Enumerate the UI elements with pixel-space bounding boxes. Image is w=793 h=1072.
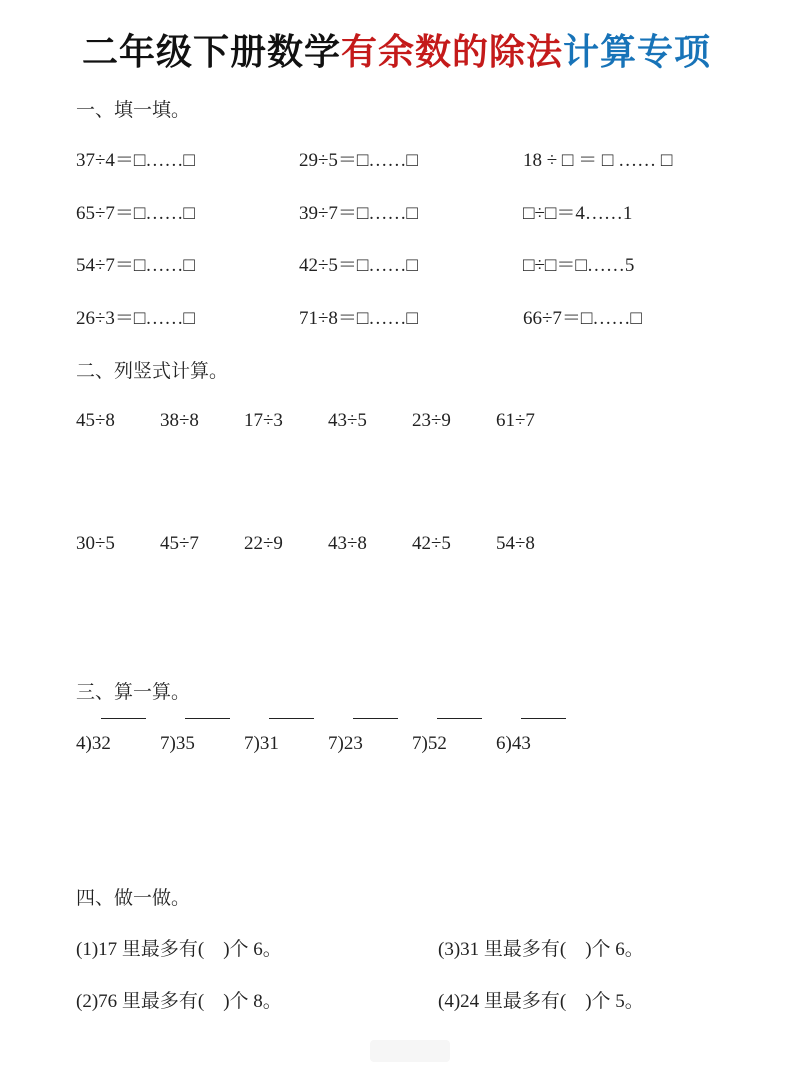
footer-watermark	[370, 1040, 450, 1062]
section1-row	[0, 253, 793, 283]
divisor: 4	[76, 733, 86, 754]
word-problem: (2)76 里最多有( )个 8。	[76, 991, 282, 1012]
divisor: 7	[412, 733, 422, 754]
long-division-problem	[328, 731, 363, 757]
vertical-calc-problem: 23÷9	[412, 410, 451, 431]
title-part-type: 计算专项	[563, 32, 712, 73]
division-bar	[353, 718, 398, 719]
section1-row	[0, 306, 793, 336]
section1-row	[0, 148, 793, 178]
word-problem: (1)17 里最多有( )个 6。	[76, 939, 282, 960]
vertical-calc-problem: 45÷7	[160, 533, 199, 554]
long-division-problem	[244, 731, 279, 757]
dividend: 23	[343, 733, 363, 754]
dividend: 52	[427, 733, 447, 754]
long-division-problem	[496, 731, 531, 757]
division-bar	[269, 718, 314, 719]
vertical-calc-problem: 61÷7	[496, 410, 535, 431]
vertical-calc-problem: 43÷8	[328, 533, 367, 554]
divisor: 7	[328, 733, 338, 754]
vertical-calc-problem: 54÷8	[496, 533, 535, 554]
fill-blank-problem: 65÷7＝□……□	[76, 203, 195, 224]
division-bar	[437, 718, 482, 719]
division-bar	[101, 718, 146, 719]
word-problem: (3)31 里最多有( )个 6。	[438, 939, 644, 960]
title-part-topic: 有余数的除法	[340, 32, 563, 73]
fill-blank-problem: □÷□＝□……5	[523, 255, 635, 276]
division-bar	[185, 718, 230, 719]
division-bracket: )	[337, 733, 344, 754]
dividend: 43	[511, 733, 531, 754]
word-problem: (4)24 里最多有( )个 5。	[438, 991, 644, 1012]
vertical-calc-problem: 17÷3	[244, 410, 283, 431]
division-bracket: )	[505, 733, 512, 754]
page-title	[0, 28, 793, 78]
vertical-calc-problem: 30÷5	[76, 533, 115, 554]
section1-heading: 一、填一填。	[76, 99, 191, 121]
title-part-grade: 二年级下册数学	[81, 32, 341, 73]
division-bracket: )	[253, 733, 260, 754]
division-bracket: )	[85, 733, 92, 754]
division-bar	[521, 718, 566, 719]
section2-row	[0, 531, 793, 561]
division-bracket: )	[169, 733, 176, 754]
vertical-calc-problem: 45÷8	[76, 410, 115, 431]
division-bracket: )	[421, 733, 428, 754]
fill-blank-problem: 54÷7＝□……□	[76, 255, 195, 276]
dividend: 31	[259, 733, 279, 754]
divisor: 6	[496, 733, 506, 754]
dividend: 32	[91, 733, 111, 754]
vertical-calc-problem: 42÷5	[412, 533, 451, 554]
dividend: 35	[175, 733, 195, 754]
fill-blank-problem: 71÷8＝□……□	[299, 308, 418, 329]
fill-blank-problem: 18 ÷ □ ＝ □ …… □	[523, 150, 673, 171]
long-division-problem	[412, 731, 447, 757]
section4-heading: 四、做一做。	[76, 887, 191, 909]
vertical-calc-problem: 38÷8	[160, 410, 199, 431]
section3-heading: 三、算一算。	[76, 681, 191, 703]
long-division-problem	[76, 731, 111, 757]
fill-blank-problem: □÷□＝4……1	[523, 203, 633, 224]
fill-blank-problem: 37÷4＝□……□	[76, 150, 195, 171]
fill-blank-problem: 66÷7＝□……□	[523, 308, 642, 329]
section2-heading: 二、列竖式计算。	[76, 360, 229, 382]
section1-row	[0, 201, 793, 231]
section2-row	[0, 408, 793, 438]
divisor: 7	[160, 733, 170, 754]
fill-blank-problem: 26÷3＝□……□	[76, 308, 195, 329]
vertical-calc-problem: 43÷5	[328, 410, 367, 431]
divisor: 7	[244, 733, 254, 754]
fill-blank-problem: 29÷5＝□……□	[299, 150, 418, 171]
vertical-calc-problem: 22÷9	[244, 533, 283, 554]
fill-blank-problem: 39÷7＝□……□	[299, 203, 418, 224]
long-division-problem	[160, 731, 195, 757]
fill-blank-problem: 42÷5＝□……□	[299, 255, 418, 276]
